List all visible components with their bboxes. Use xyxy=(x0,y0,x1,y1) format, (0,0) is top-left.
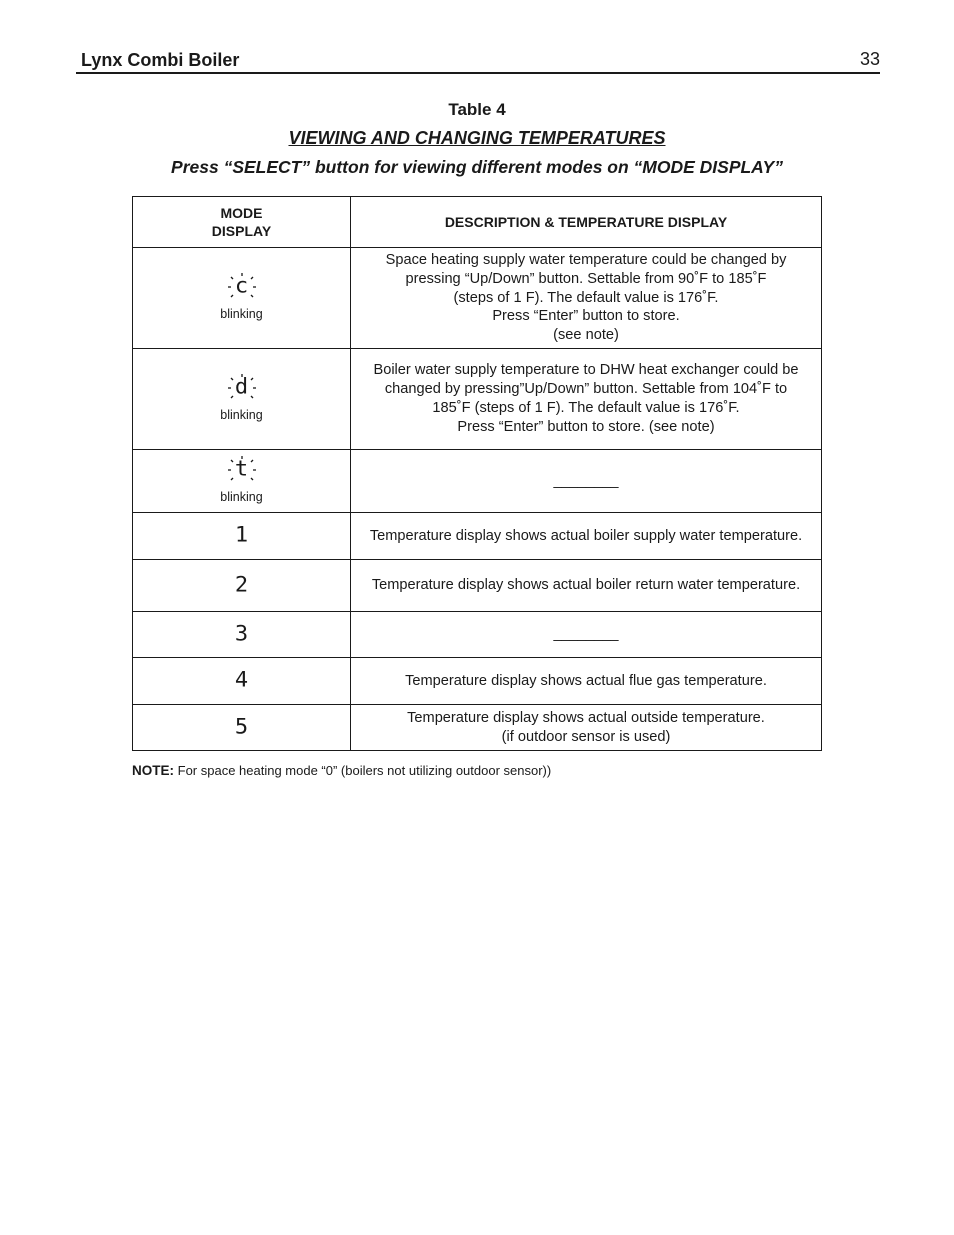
note-text: For space heating mode “0” (boilers not utilizing outdoor sensor)) xyxy=(177,763,552,778)
mode-cell xyxy=(133,705,351,751)
mode-display-header xyxy=(133,197,351,248)
header-title: Lynx Combi Boiler xyxy=(81,50,240,70)
table-row xyxy=(133,658,822,705)
description-header: DESCRIPTION & TEMPERATURE DISPLAY xyxy=(351,197,822,248)
lcd-symbol: 3 xyxy=(234,622,249,646)
lcd-symbol: c xyxy=(234,274,249,298)
description-cell xyxy=(351,560,822,612)
note-label: NOTE: xyxy=(132,763,174,778)
lcd-symbol: 5 xyxy=(234,715,249,739)
description-cell xyxy=(351,612,822,658)
page-number: 33 xyxy=(859,49,880,69)
table-row xyxy=(133,349,822,450)
table-row xyxy=(133,513,822,560)
blinking-d-icon xyxy=(235,377,248,399)
mode-cell xyxy=(133,349,351,450)
description-cell xyxy=(351,450,822,513)
description-cell xyxy=(351,513,822,560)
description-line: ________ xyxy=(553,626,619,643)
description-line: (see note) xyxy=(553,327,619,344)
temperature-table xyxy=(132,196,822,751)
table-label: Table 4 xyxy=(448,100,506,119)
description-line: (if outdoor sensor is used) xyxy=(501,728,671,745)
description-cell xyxy=(351,349,822,450)
description-line: Boiler water supply temperature to DHW heat exchanger could be xyxy=(373,362,799,379)
blinking-label: blinking xyxy=(220,489,263,504)
description-line: Press “Enter” button to store. xyxy=(492,308,680,325)
description-line: Space heating supply water temperature could be changed by xyxy=(385,252,787,268)
description-line: 185˚F (steps of 1 F). The default value is 176˚F. xyxy=(432,400,740,416)
mode-cell xyxy=(133,513,351,560)
page-header xyxy=(76,48,880,74)
mode-header-line2: DISPLAY xyxy=(211,223,272,239)
mode-header-line1: MODE xyxy=(220,205,263,221)
description-line: Temperature display shows actual boiler supply water temperature. xyxy=(369,527,803,544)
table-title: VIEWING AND CHANGING TEMPERATURES xyxy=(288,128,666,148)
table-row xyxy=(133,612,822,658)
description-line: Temperature display shows actual flue gas temperature. xyxy=(405,672,767,689)
description-cell xyxy=(351,705,822,751)
description-cell xyxy=(351,658,822,705)
blinking-label: blinking xyxy=(220,407,263,422)
mode-cell xyxy=(133,450,351,513)
blinking-c-icon xyxy=(235,276,248,298)
lcd-symbol: 2 xyxy=(234,573,249,597)
table-row xyxy=(133,560,822,612)
mode-cell xyxy=(133,612,351,658)
blinking-label: blinking xyxy=(220,306,263,321)
note xyxy=(132,763,551,778)
lcd-symbol: d xyxy=(234,375,249,399)
description-line: pressing “Up/Down” button. Settable from 90˚F to 185˚F xyxy=(405,270,767,287)
table-row xyxy=(133,450,822,513)
description-line: Temperature display shows actual boiler return water temperature. xyxy=(371,577,801,594)
mode-cell xyxy=(133,658,351,705)
table-row xyxy=(133,705,822,751)
description-line: Press “Enter” button to store. (see note) xyxy=(457,418,715,435)
table-row xyxy=(133,248,822,349)
blinking-t-icon xyxy=(235,459,248,481)
lcd-symbol: 4 xyxy=(234,668,249,693)
description-line: changed by pressing”Up/Down” button. Settable from 104˚F to xyxy=(384,381,788,398)
mode-cell xyxy=(133,560,351,612)
mode-cell xyxy=(133,248,351,349)
table-header-row xyxy=(133,197,822,248)
description-line: ________ xyxy=(553,472,619,489)
lcd-symbol: 1 xyxy=(234,523,249,548)
description-line: (steps of 1 F). The default value is 176˚F. xyxy=(453,289,719,306)
lcd-symbol: t xyxy=(234,457,249,481)
description-line: Temperature display shows actual outside temperature. xyxy=(407,709,765,726)
description-cell xyxy=(351,248,822,349)
table-subtitle: Press “SELECT” button for viewing different modes on “MODE DISPLAY” xyxy=(171,157,783,177)
